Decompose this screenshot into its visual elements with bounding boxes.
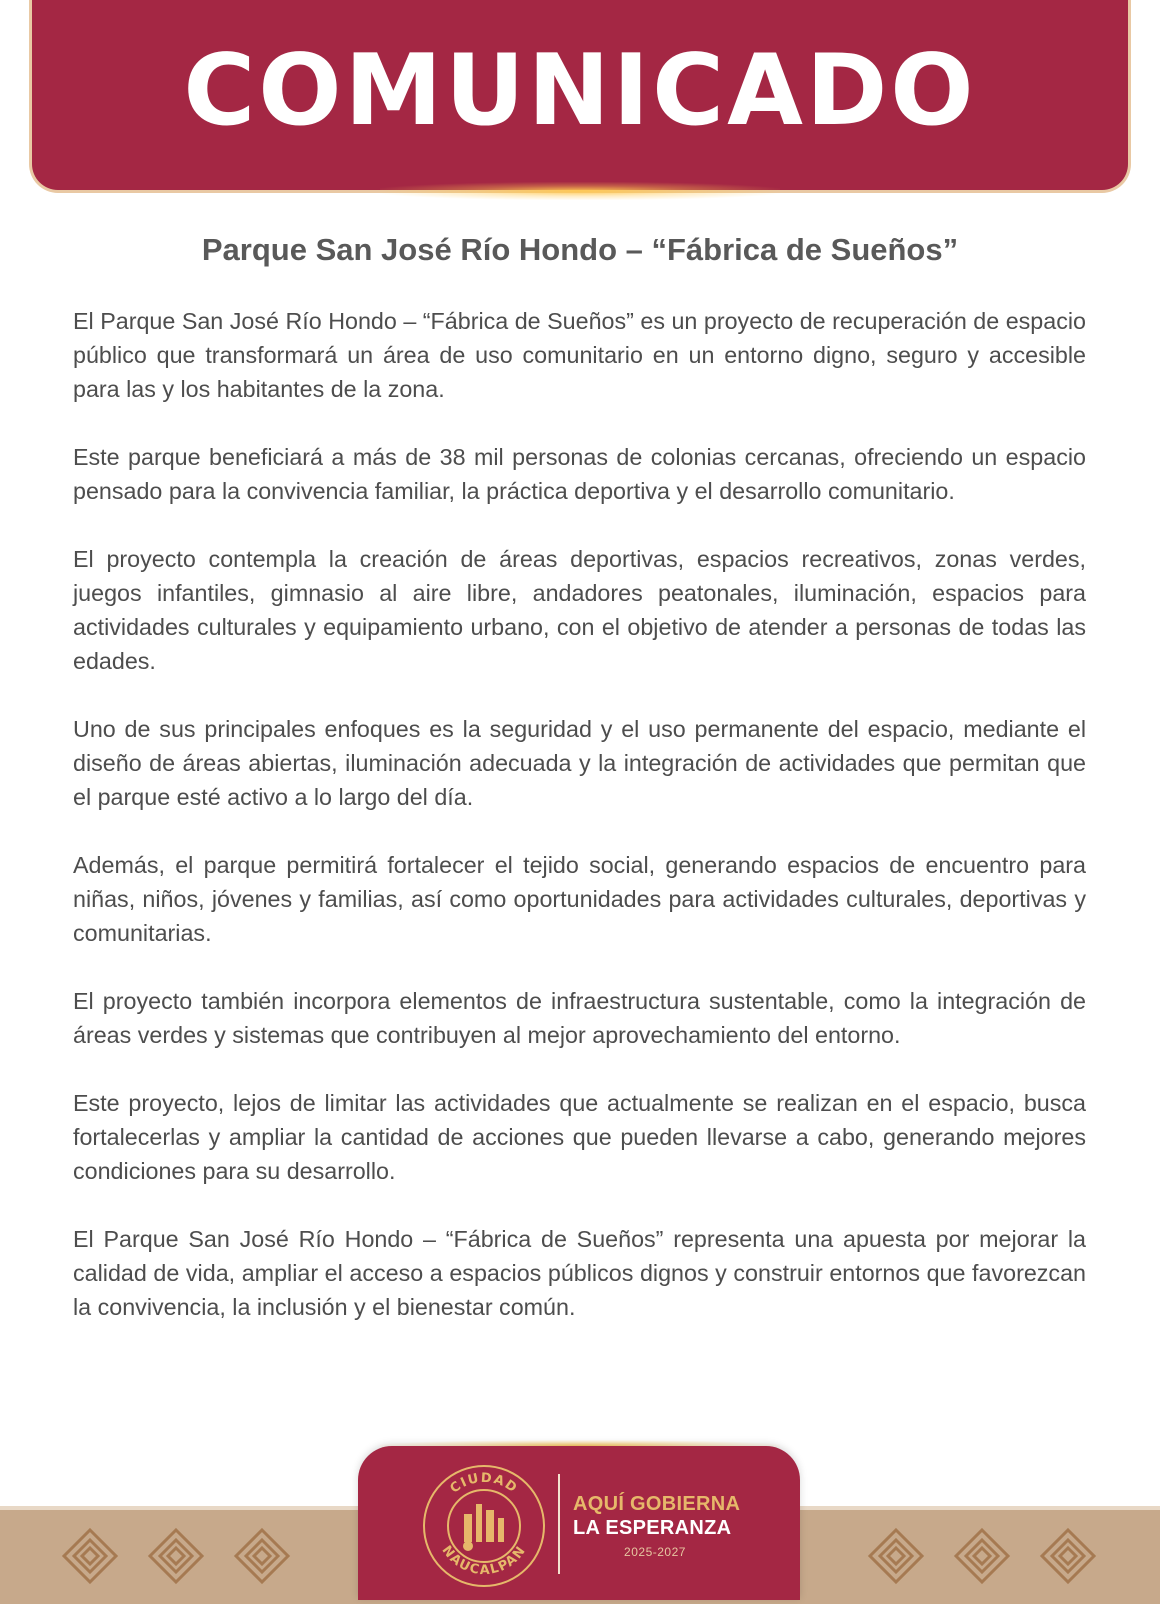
paragraph: Este parque beneficiará a más de 38 mil personas de colonias cercanas, ofreciendo un espacio pensado para la convivencia familiar, la práctica deportiva y el desarrollo comunitario. [73,444,1086,504]
paragraph: El Parque San José Río Hondo – “Fábrica de Sueños” es un proyecto de recuperación de espacio público que transformará un área de uso comunitario en un entorno digno, seguro y accesible para las y los habitantes de la zona. [73,308,1086,402]
paragraph: El proyecto contempla la creación de áreas deportivas, espacios recreativos, zonas verdes, juegos infantiles, gimnasio al aire libre, andadores peatonales, iluminación, espacios para actividades culturales y equipamiento urbano, con el objetivo de atender a personas de todas las edades. [73,546,1086,674]
geometric-ornament-icon [146,1526,206,1586]
geometric-ornament-icon [60,1526,120,1586]
naucalpan-seal-icon [420,1462,548,1590]
document-title: Parque San José Río Hondo – “Fábrica de Sueños” [201,232,959,267]
badge-divider [558,1474,560,1574]
paragraph: El proyecto también incorpora elementos de infraestructura sustentable, como la integración de áreas verdes y sistemas que contribuyen al mejor aprovechamiento del entorno. [73,988,1086,1048]
slogan-line-1: AQUÍ GOBIERNA [573,1493,741,1515]
paragraph: Uno de sus principales enfoques es la seguridad y el uso permanente del espacio, mediante el diseño de áreas abiertas, iluminación adecuada y la integración de actividades que permitan que el parque esté activo a lo largo del día. [73,716,1086,810]
slogan-line-2: LA ESPERANZA [573,1517,732,1539]
header-glow [380,182,780,200]
header-banner [32,0,1128,190]
paragraph: Además, el parque permitirá fortalecer el tejido social, generando espacios de encuentro para niñas, niños, jóvenes y familias, así como oportunidades para actividades culturales, deportivas y comunitarias. [73,852,1086,946]
paragraph: El Parque San José Río Hondo – “Fábrica de Sueños” representa una apuesta por mejorar la calidad de vida, ampliar el acceso a espacios públicos dignos y construir entornos que favorezcan la convivencia, la inclusión y el bienestar común. [73,1226,1086,1320]
page-title: COMUNICADO [183,34,977,148]
seal-top-text: CIUDAD [447,1470,521,1497]
svg-text:NAUCALPAN [439,1543,530,1578]
paragraph: Este proyecto, lejos de limitar las actividades que actualmente se realizan en el espacio, busca fortalecerlas y ampliar la cantidad de acciones que pueden llevarse a cabo, generando mejores condiciones para su desarrollo. [73,1090,1086,1184]
seal-bottom-text: NAUCALPAN [438,1543,530,1579]
geometric-ornament-icon [952,1526,1012,1586]
geometric-ornament-icon [1038,1526,1098,1586]
svg-text:CIUDAD [448,1471,521,1497]
government-period: 2025-2027 [624,1545,686,1559]
body-text [73,304,1086,1358]
geometric-ornament-icon [866,1526,926,1586]
geometric-ornament-icon [232,1526,292,1586]
